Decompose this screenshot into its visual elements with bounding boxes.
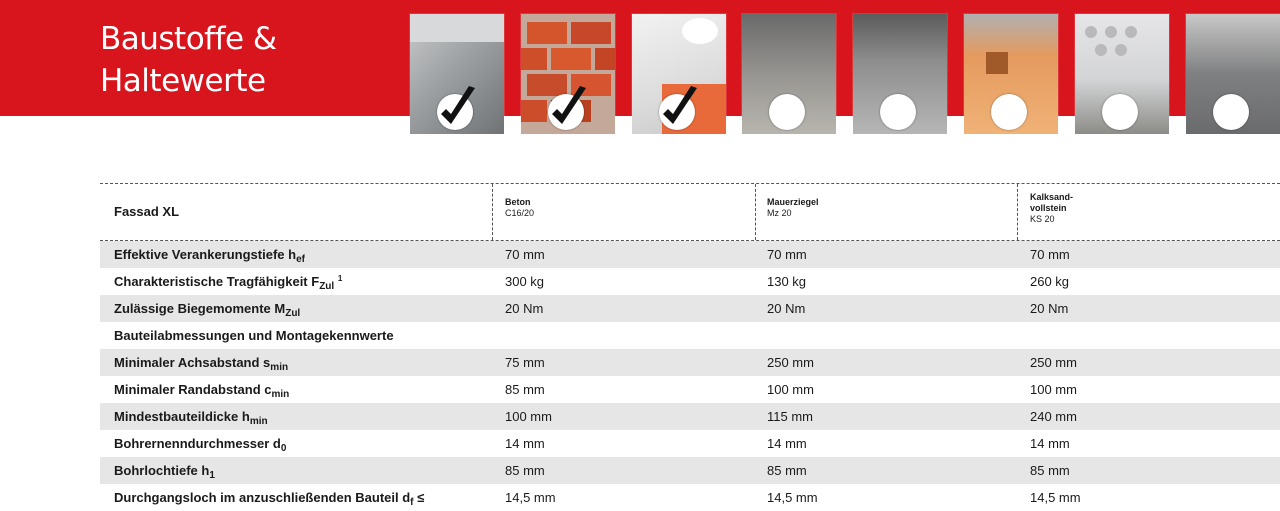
table-row [100, 403, 1280, 430]
cell-value: 14,5 mm [1030, 490, 1081, 505]
material-tile-6 [964, 14, 1058, 134]
cell-value: 20 Nm [1030, 301, 1069, 316]
cell-value: 14 mm [767, 436, 807, 451]
table-row [100, 268, 1280, 295]
cell-value: 14 mm [505, 436, 545, 451]
column-divider [1017, 184, 1018, 240]
checkmark-icon [548, 94, 584, 130]
column-material-line2: vollstein [1030, 203, 1067, 213]
product-name: Fassad XL [114, 204, 180, 219]
material-tile-beton [410, 14, 504, 134]
circle-icon [991, 94, 1027, 130]
row-label: Zulässige Biegemomente $M_{Zul}$ [114, 301, 301, 319]
column-grade: C16/20 [505, 208, 535, 218]
cell-value: 130 kg [767, 274, 807, 289]
column-divider [755, 184, 756, 240]
material-tile-7 [1075, 14, 1169, 134]
cell-value: 250 mm [767, 355, 814, 370]
cell-value: 85 mm [505, 463, 545, 478]
section-label: Bauteilabmessungen und Montagekennwerte [114, 328, 394, 343]
cell-value: 240 mm [1030, 409, 1077, 424]
table-row [100, 430, 1280, 457]
table-header [100, 183, 1280, 241]
specs-table [100, 183, 1280, 511]
cell-value: 14,5 mm [505, 490, 556, 505]
cell-value: 85 mm [767, 463, 807, 478]
cell-value: 115 mm [767, 409, 813, 424]
material-tile-5 [853, 14, 947, 134]
column-grade: KS 20 [1030, 214, 1055, 224]
circle-icon [880, 94, 916, 130]
circle-icon [1102, 94, 1138, 130]
cell-value: 70 mm [505, 247, 545, 262]
column-header-kalksandvollstein [1030, 192, 1073, 225]
column-material: Kalksand- [1030, 192, 1074, 202]
table-row [100, 457, 1280, 484]
table-row [100, 295, 1280, 322]
row-label: Minimaler Achsabstand $s_{min}$ [114, 355, 289, 373]
column-material: Beton [505, 197, 531, 207]
cell-value: 100 mm [505, 409, 552, 424]
material-tile-4 [742, 14, 836, 134]
column-header-mauerziegel [767, 197, 819, 219]
title-line-1: Baustoffe & [100, 21, 277, 57]
row-label: Durchgangsloch im anzuschließenden Bauteil $d_f$ ≤ [114, 490, 425, 508]
cell-value: 85 mm [505, 382, 545, 397]
column-divider [492, 184, 493, 240]
table-row [100, 241, 1280, 268]
section-row [100, 322, 1280, 349]
cell-value: 14,5 mm [767, 490, 818, 505]
cell-value: 75 mm [505, 355, 545, 370]
material-tile-8 [1186, 14, 1280, 134]
cell-value: 100 mm [1030, 382, 1077, 397]
checkmark-icon [659, 94, 695, 130]
cell-value: 300 kg [505, 274, 545, 289]
row-label: Effektive Verankerungstiefe $h_{ef}$ [114, 247, 305, 265]
material-tile-kalksandvollstein [632, 14, 726, 134]
row-label: Charakteristische Tragfähigkeit $F_{Zul}$ $^1$ [114, 274, 343, 292]
column-grade: Mz 20 [767, 208, 792, 218]
table-row [100, 349, 1280, 376]
table-row [100, 376, 1280, 403]
row-label: Minimaler Randabstand $c_{min}$ [114, 382, 290, 400]
cell-value: 250 mm [1030, 355, 1077, 370]
row-label: Bohrernenndurchmesser $d_0$ [114, 436, 287, 454]
page-title [100, 18, 277, 102]
cell-value: 20 Nm [767, 301, 806, 316]
title-line-2: Haltewerte [100, 63, 266, 99]
row-label: Bohrlochtiefe $h_1$ [114, 463, 215, 481]
circle-icon [769, 94, 805, 130]
cell-value: 70 mm [767, 247, 807, 262]
cell-value: 70 mm [1030, 247, 1070, 262]
cell-value: 20 Nm [505, 301, 544, 316]
row-label: Mindestbauteildicke $h_{min}$ [114, 409, 268, 427]
circle-icon [1213, 94, 1249, 130]
cell-value: 260 kg [1030, 274, 1070, 289]
material-tile-mauerziegel [521, 14, 615, 134]
table-row [100, 484, 1280, 511]
cell-value: 100 mm [767, 382, 814, 397]
cell-value: 85 mm [1030, 463, 1070, 478]
column-material: Mauerziegel [767, 197, 819, 207]
checkmark-icon [437, 94, 473, 130]
column-header-beton [505, 197, 534, 219]
cell-value: 14 mm [1030, 436, 1070, 451]
